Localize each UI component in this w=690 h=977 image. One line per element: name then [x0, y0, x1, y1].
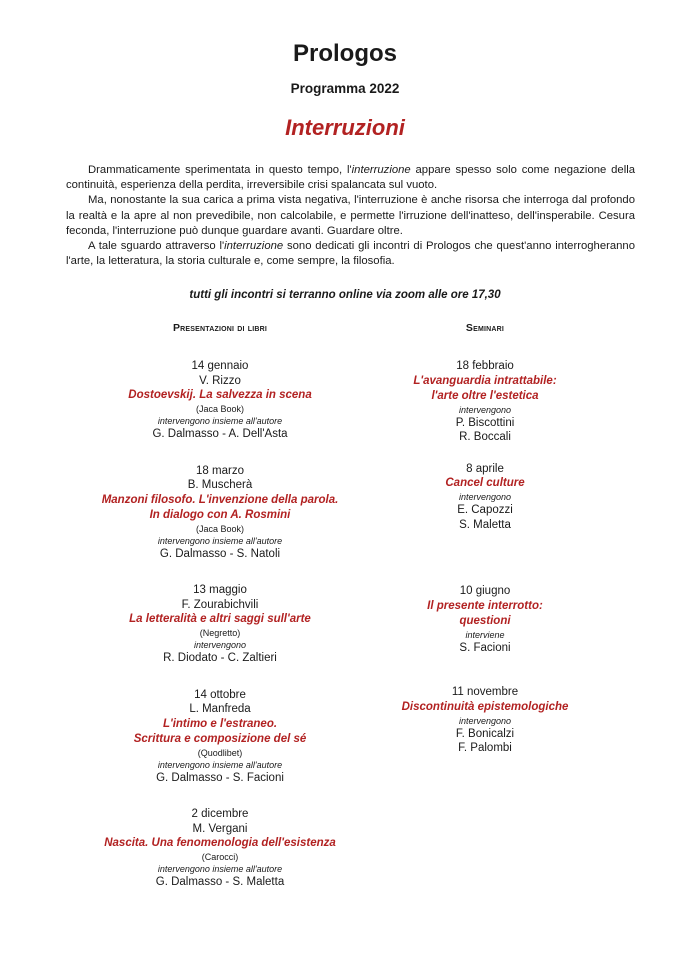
- presentation-event: [100, 464, 340, 562]
- event-note: intervengono insieme all'autore: [157, 864, 283, 874]
- event-publisher: (Carocci): [201, 852, 239, 862]
- event-date: 2 dicembre: [191, 808, 249, 820]
- intro-p3-text-a: A tale sguardo attraverso l': [88, 240, 225, 253]
- theme-headline: Interruzioni: [285, 115, 405, 140]
- event-speaker: E. Capozzi: [457, 504, 513, 516]
- event-publisher: (Negretto): [199, 628, 241, 638]
- presentation-event: [100, 359, 340, 442]
- event-note: intervengono insieme all'autore: [157, 535, 283, 546]
- event-author: M. Vergani: [192, 822, 248, 835]
- event-speakers: R. Diodato - C. Zaltieri: [163, 652, 277, 664]
- event-speaker: P. Biscottini: [455, 416, 515, 429]
- event-title: Manzoni filosofo. L'invenzione della parola.: [101, 493, 339, 506]
- event-speaker: F. Bonicalzi: [455, 727, 515, 740]
- event-note: intervengono insieme all'autore: [157, 759, 283, 770]
- seminars-column: [360, 322, 610, 756]
- event-date: 13 maggio: [193, 584, 247, 596]
- intro-p3-text-b: sono dedicati gli incontri di Prologos che quest'anno interrogheranno l'arte, la letteratura, la storia culturale e, come sempre, la filosofia.: [66, 240, 635, 268]
- page-title: Prologos: [292, 40, 397, 67]
- program-subtitle: Programma 2022: [290, 81, 400, 96]
- seminar-event: [360, 462, 610, 533]
- presentation-event: [100, 583, 340, 666]
- event-speakers: G. Dalmasso - S. Facioni: [156, 771, 284, 784]
- event-title-line-2: Scrittura e composizione del sé: [133, 732, 307, 745]
- event-publisher: (Quodlibet): [197, 747, 243, 758]
- event-author: L. Manfreda: [189, 703, 251, 715]
- event-speaker: S. Facioni: [459, 641, 511, 654]
- event-note: intervengono: [458, 715, 512, 726]
- event-note: intervengono insieme all'autore: [157, 416, 283, 426]
- intro-p1-text-b: appare spesso solo come negazione della continuità, esperienza della perdita, irreversibile crisi spalancata sul vuoto.: [66, 164, 635, 192]
- event-title: L'intimo e l'estraneo.: [162, 717, 278, 730]
- seminars-heading: Seminari: [465, 322, 505, 334]
- event-speakers: G. Dalmasso - A. Dell'Asta: [152, 428, 288, 440]
- event-title-line-2: In dialogo con A. Rosmini: [149, 508, 291, 521]
- event-note: intervengono: [193, 640, 247, 650]
- event-date: 14 gennaio: [191, 360, 249, 372]
- event-speaker: S. Maletta: [459, 518, 511, 531]
- intro-paragraph-1: [66, 163, 635, 193]
- intro-p3-emphasis: interruzione: [224, 240, 284, 253]
- presentation-event: [100, 688, 340, 786]
- event-note: interviene: [465, 629, 505, 640]
- event-publisher: (Jaca Book): [195, 404, 245, 414]
- event-title-line-2: questioni: [459, 614, 511, 627]
- presentations-heading: Presentazioni di libri: [172, 322, 268, 334]
- intro-paragraph-3: [66, 239, 635, 269]
- event-note: intervengono: [458, 492, 512, 502]
- event-title: L'avanguardia intrattabile:: [413, 374, 557, 387]
- event-author: V. Rizzo: [199, 374, 241, 387]
- seminar-event: [360, 359, 610, 445]
- event-date: 14 ottobre: [194, 688, 246, 701]
- event-speakers: G. Dalmasso - S. Natoli: [159, 547, 281, 560]
- intro-text: [66, 163, 635, 269]
- event-note: intervengono: [458, 404, 512, 415]
- intro-p1-text-a: Drammaticamente sperimentata in questo tempo, l': [88, 164, 352, 176]
- event-author: B. Muscherà: [187, 479, 253, 491]
- event-date: 18 marzo: [196, 464, 244, 477]
- event-title-line-2: l'arte oltre l'estetica: [431, 389, 539, 402]
- presentation-event: [100, 807, 340, 890]
- event-date: 10 giugno: [459, 585, 511, 597]
- schedule-note: tutti gli incontri si terranno online via zoom alle ore 17,30: [189, 289, 501, 301]
- event-date: 11 novembre: [451, 686, 519, 698]
- event-title: Il presente interrotto:: [427, 599, 543, 612]
- event-speaker: F. Palombi: [458, 742, 512, 754]
- event-date: 8 aprile: [466, 462, 504, 475]
- intro-paragraph-2: Ma, nonostante la sua carica a prima vista negativa, l'interruzione è anche risorsa che interroga dal profondo la realtà e la apre al non prevedibile, non calcolabile, e permette l'irruzione dell'inatteso, dell'insperabile. Cesura feconda, l'interruzione può dunque guardare avanti. Guardare oltre.: [66, 194, 635, 237]
- event-publisher: (Jaca Book): [195, 523, 245, 534]
- intro-p1-emphasis: interruzione: [351, 164, 411, 176]
- seminar-event: [360, 584, 610, 655]
- event-title: Nascita. Una fenomenologia dell'esistenza: [104, 837, 336, 849]
- event-title: Dostoevskij. La salvezza in scena: [128, 389, 312, 401]
- seminar-event: [360, 685, 610, 756]
- event-author: F. Zourabichvili: [181, 598, 259, 611]
- event-date: 18 febbraio: [456, 360, 514, 372]
- event-speaker: R. Boccali: [459, 431, 511, 443]
- event-title: Cancel culture: [445, 477, 525, 489]
- event-title: Discontinuità epistemologiche: [401, 700, 569, 713]
- book-presentations-column: [100, 322, 340, 890]
- event-speakers: G. Dalmasso - S. Maletta: [155, 876, 285, 888]
- event-title: La letteralità e altri saggi sull'arte: [129, 613, 311, 625]
